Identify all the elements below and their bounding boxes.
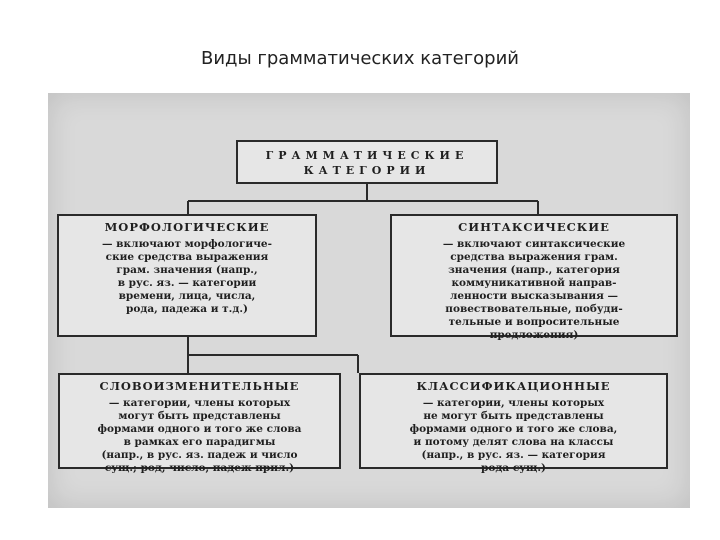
node-inflectional-text: — категории, члены которых могут быть представлены формами одного и того же слова в рамках его парадигмы (напр., в рус. яз. падеж и число сущ.; род, число, падеж прил.) <box>97 397 302 474</box>
node-morphological <box>57 214 317 337</box>
node-syntactic <box>390 214 678 341</box>
root-node-grammatical-categories: ГРАММАТИЧЕСКИЕ КАТЕГОРИИ <box>236 140 498 184</box>
node-syntactic-title: СИНТАКСИЧЕСКИЕ <box>458 220 610 234</box>
scanned-diagram <box>48 93 690 508</box>
slide-title: Виды грамматических категорий <box>200 48 519 69</box>
node-classifying <box>359 373 668 474</box>
node-inflectional <box>58 373 341 474</box>
node-classifying-title: КЛАССИФИКАЦИОННЫЕ <box>416 379 611 393</box>
node-classifying-text: — категории, члены которых не могут быть представлены формами одного и того же слова, и потому делят слова на классы (напр., в рус. яз. — категория рода сущ.) <box>409 397 618 474</box>
node-morphological-text: — включают морфологиче- ские средства выражения грам. значения (напр., в рус. яз. — категории времени, лица, числа, рода, падежа и т.д.) <box>102 238 272 315</box>
node-morphological-title: МОРФОЛОГИЧЕСКИЕ <box>104 220 270 234</box>
node-syntactic-text: — включают синтаксические средства выражения грам. значения (напр., категория коммуникативной направ- ленности высказывания — повествовательные, побуди- тельные и вопросительные предложения) <box>442 238 626 341</box>
node-inflectional-title: СЛОВОИЗМЕНИТЕЛЬНЫЕ <box>99 379 300 393</box>
